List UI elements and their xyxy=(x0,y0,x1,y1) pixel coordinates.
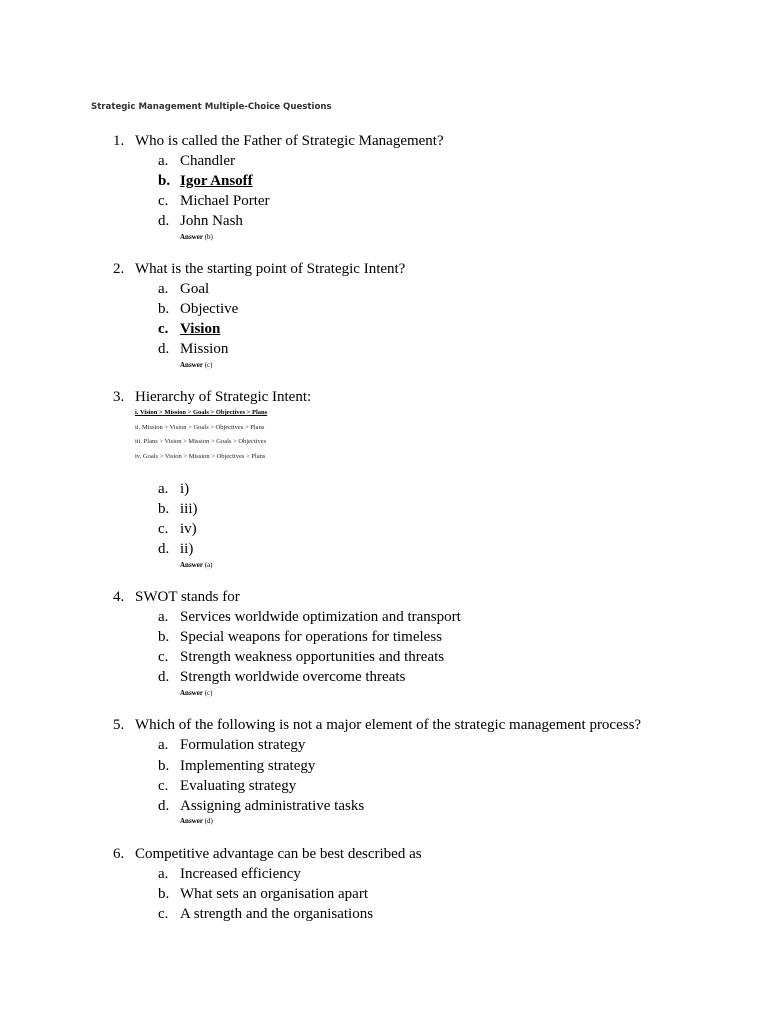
option-letter: c. xyxy=(158,906,169,922)
option-letter: d. xyxy=(158,669,170,685)
question-text: Which of the following is not a major element of the strategic management process? xyxy=(135,717,642,733)
answer-label: Answer xyxy=(180,361,203,369)
question-text: Competitive advantage can be best described as xyxy=(135,846,422,862)
answer-2 xyxy=(180,361,212,370)
option-text: Evaluating strategy xyxy=(180,778,297,794)
option-text: Special weapons for operations for timeless xyxy=(180,629,443,645)
answer-value: (c) xyxy=(204,689,213,697)
option-text: Implementing strategy xyxy=(180,758,316,774)
hierarchy-item-iii: iii. Plans > Vision > Mission > Goals > Objectives xyxy=(135,438,267,445)
option-letter: a. xyxy=(158,866,169,882)
question-text: What is the starting point of Strategic Intent? xyxy=(135,261,406,277)
option-letter: b. xyxy=(158,173,171,189)
answer-value: (b) xyxy=(204,233,213,241)
answer-value: (d) xyxy=(204,817,213,825)
option-text: Services worldwide optimization and transport xyxy=(180,609,461,625)
answer-label: Answer xyxy=(180,689,203,697)
question-number: 4. xyxy=(113,589,125,605)
option-letter: a. xyxy=(158,153,169,169)
option-text: Assigning administrative tasks xyxy=(180,798,365,814)
answer-label: Answer xyxy=(180,233,203,241)
option-text: Increased efficiency xyxy=(180,866,301,882)
hierarchy-item-i: i. Vision > Mission > Goals > Objectives > Plans xyxy=(135,409,268,416)
option-text: iv) xyxy=(180,521,197,537)
question-number: 6. xyxy=(113,846,125,862)
option-text: John Nash xyxy=(180,213,243,229)
option-text: iii) xyxy=(180,501,198,517)
question-number: 1. xyxy=(113,133,125,149)
option-text: i) xyxy=(180,481,190,497)
option-letter: b. xyxy=(158,758,170,774)
option-letter: a. xyxy=(158,609,169,625)
option-text: Chandler xyxy=(180,153,235,169)
question-number: 2. xyxy=(113,261,125,277)
question-text: Who is called the Father of Strategic Management? xyxy=(135,133,444,149)
option-text: Igor Ansoff xyxy=(180,173,253,189)
hierarchy-item-ii: ii. Mission > Vision > Goals > Objectives > Plans xyxy=(135,424,265,431)
option-text: Formulation strategy xyxy=(180,737,306,753)
hierarchy-item-iv: iv. Goals > Vision > Mission > Objectives > Plans xyxy=(135,453,266,460)
option-letter: c. xyxy=(158,778,169,794)
answer-label: Answer xyxy=(180,561,203,569)
option-text: Vision xyxy=(180,321,221,337)
question-number: 3. xyxy=(113,389,125,405)
option-letter: c. xyxy=(158,193,169,209)
option-text: Strength worldwide overcome threats xyxy=(180,669,406,685)
option-letter: c. xyxy=(158,321,169,337)
option-text: Michael Porter xyxy=(180,193,270,209)
answer-label: Answer xyxy=(180,817,203,825)
question-number: 5. xyxy=(113,717,125,733)
option-text: A strength and the organisations xyxy=(180,906,374,922)
answer-1 xyxy=(180,233,213,242)
option-text: Mission xyxy=(180,341,229,357)
document-title: Strategic Management Multiple-Choice Questions xyxy=(91,102,332,112)
option-letter: c. xyxy=(158,649,169,665)
option-letter: c. xyxy=(158,521,169,537)
option-letter: d. xyxy=(158,798,170,814)
option-letter: a. xyxy=(158,481,169,497)
option-text: What sets an organisation apart xyxy=(180,886,368,902)
option-letter: b. xyxy=(158,886,170,902)
option-letter: d. xyxy=(158,541,170,557)
answer-4 xyxy=(180,689,212,698)
option-letter: d. xyxy=(158,341,170,357)
option-letter: d. xyxy=(158,213,170,229)
question-text: SWOT stands for xyxy=(135,589,240,605)
option-letter: b. xyxy=(158,501,170,517)
answer-5 xyxy=(180,817,213,826)
option-text: ii) xyxy=(180,541,194,557)
option-text: Objective xyxy=(180,301,239,317)
option-letter: b. xyxy=(158,301,170,317)
option-text: Strength weakness opportunities and threats xyxy=(180,649,445,665)
answer-3 xyxy=(180,561,212,570)
option-text: Goal xyxy=(180,281,210,297)
option-letter: a. xyxy=(158,281,169,297)
option-letter: b. xyxy=(158,629,170,645)
answer-value: (a) xyxy=(204,561,213,569)
option-letter: a. xyxy=(158,737,169,753)
question-text: Hierarchy of Strategic Intent: xyxy=(135,389,312,405)
answer-value: (c) xyxy=(204,361,213,369)
